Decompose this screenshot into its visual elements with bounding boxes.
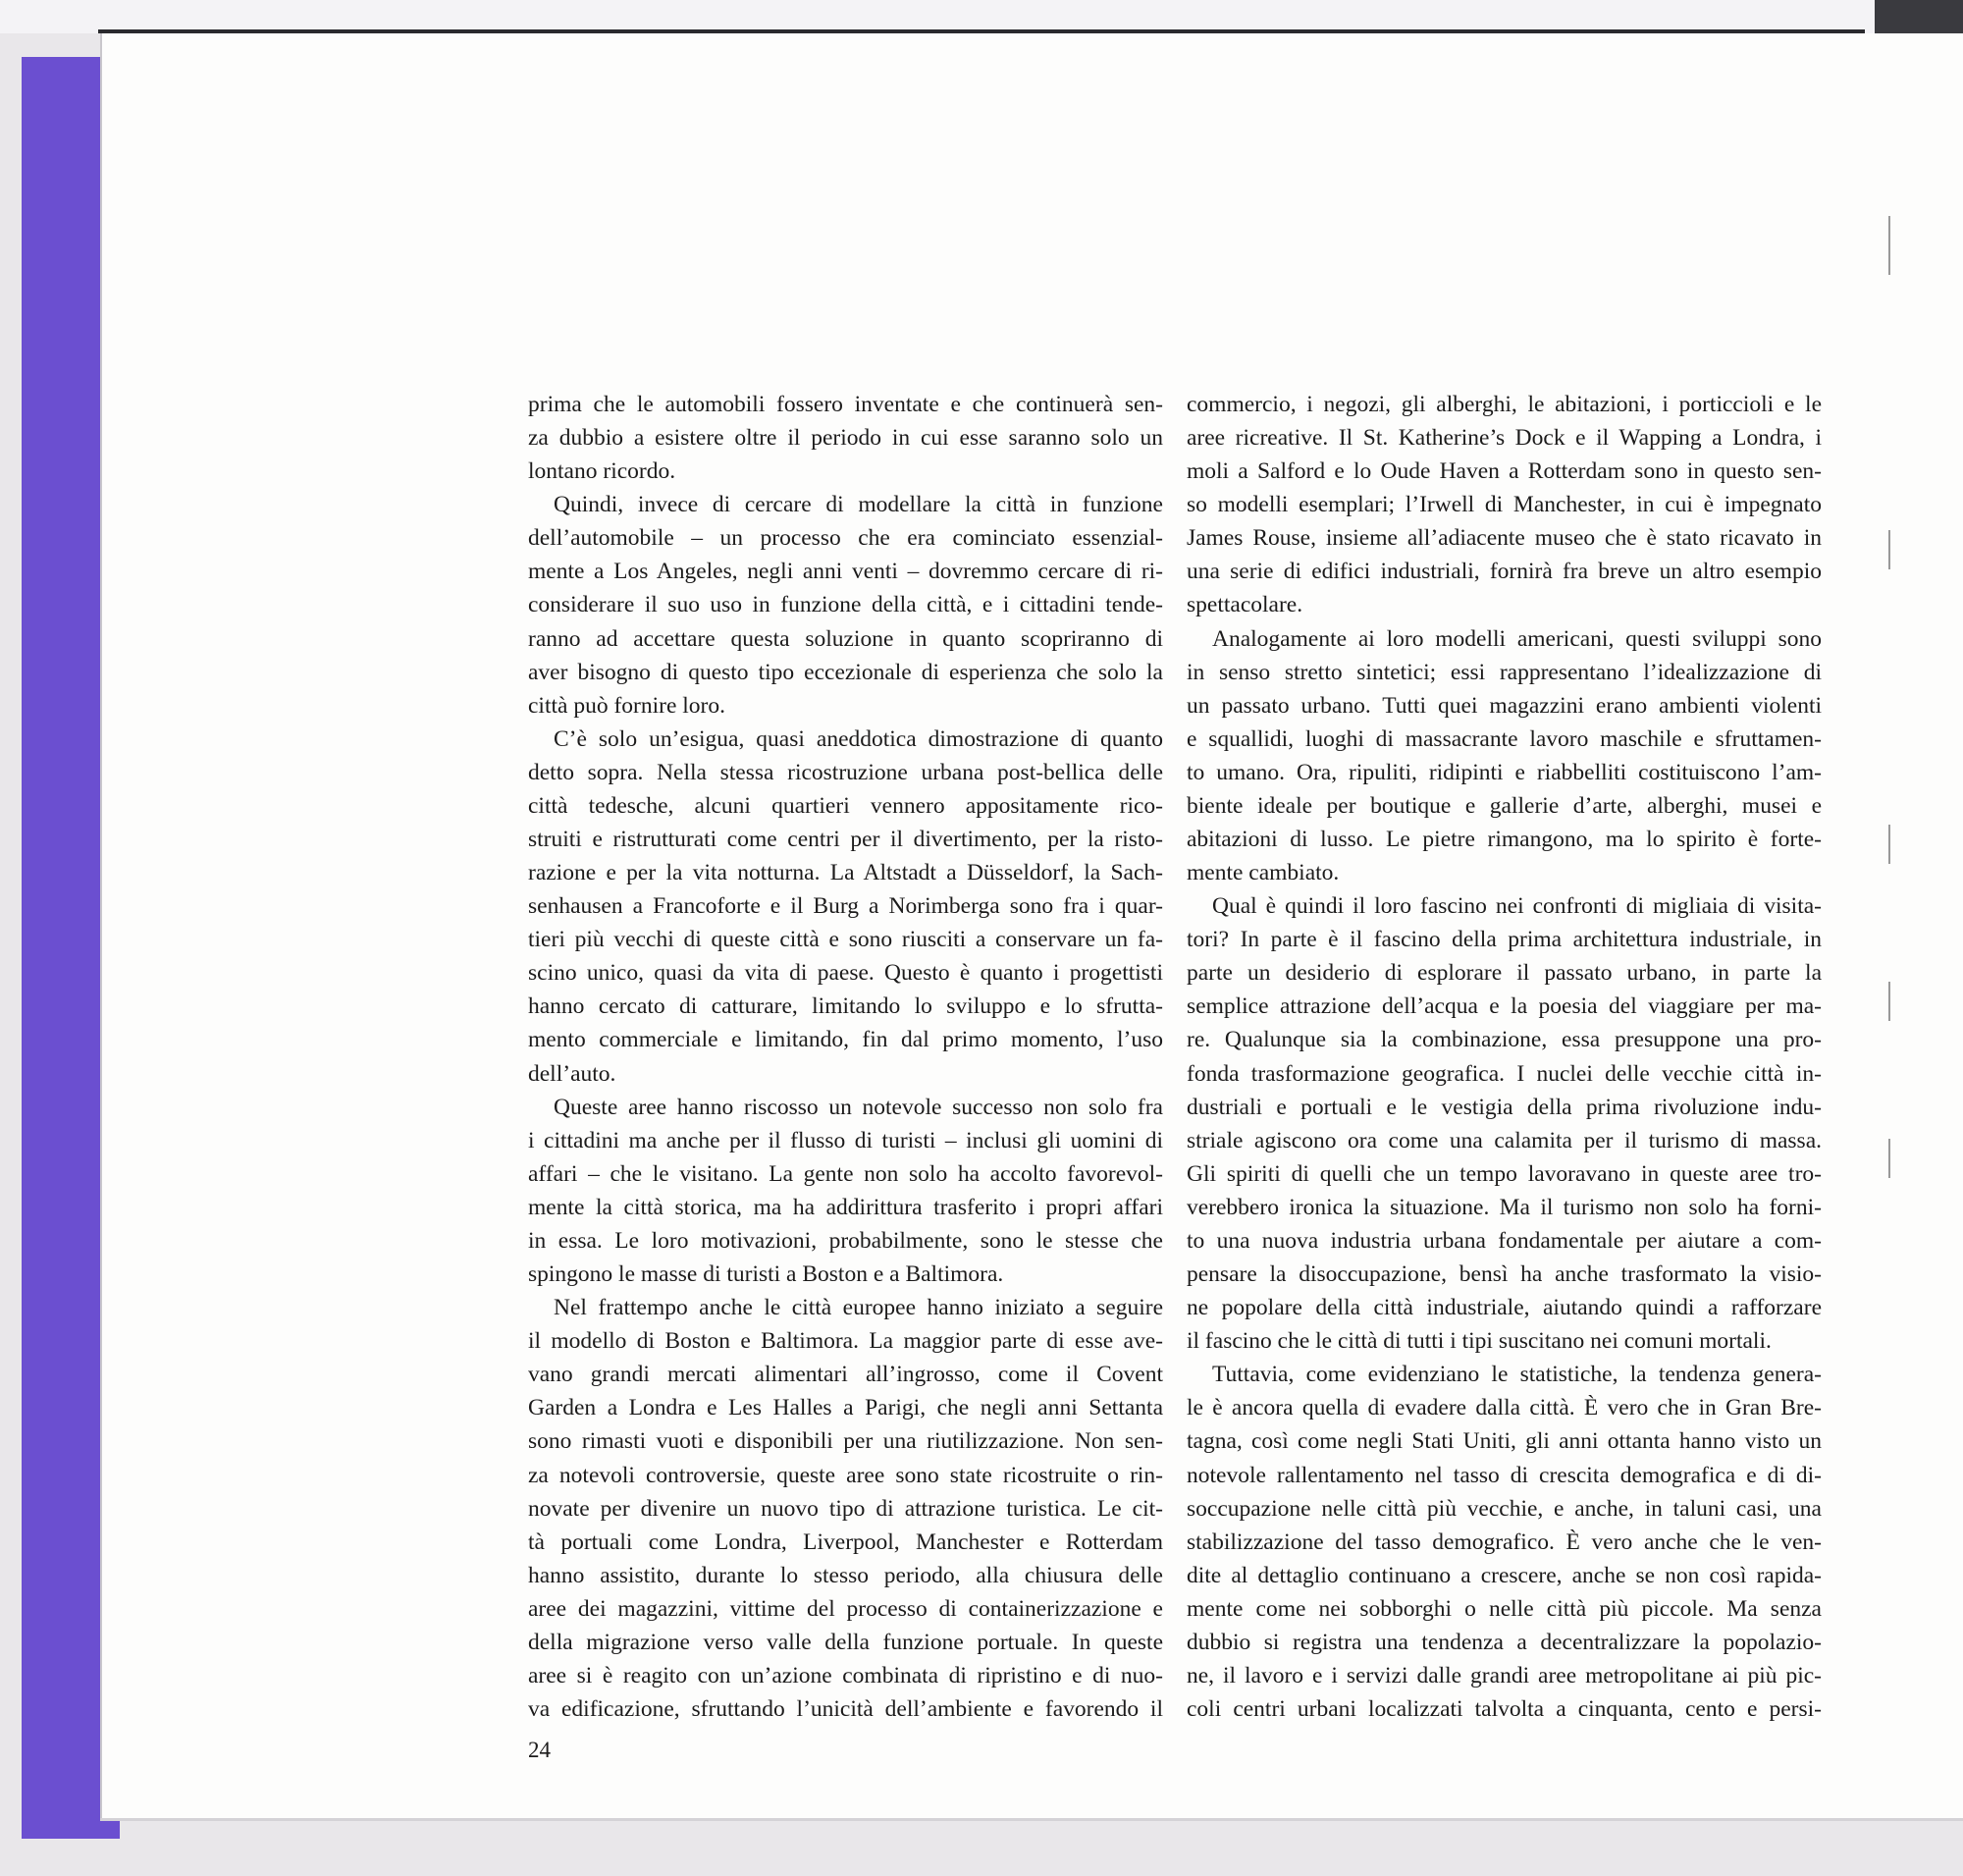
page-top-edge — [98, 29, 1865, 33]
text-line: il fascino che le città di tutti i tipi suscitano nei comuni mortali. — [1187, 1328, 1772, 1355]
text-line: notevole rallentamento nel tasso di crescita demografica e di di- — [1187, 1462, 1822, 1488]
text-line: i cittadini ma anche per il flusso di turisti – inclusi gli uomini di — [528, 1127, 1163, 1153]
text-line: Nel frattempo anche le città europee hanno iniziato a seguire — [554, 1295, 1163, 1321]
text-column-left — [528, 388, 1163, 1726]
text-line: pensare la disoccupazione, bensì ha anche trasformato la visio- — [1187, 1261, 1822, 1288]
text-line: Quindi, invece di cercare di modellare la città in funzione — [554, 492, 1163, 518]
text-line: mente a Los Angeles, negli anni venti – dovremmo cercare di ri- — [528, 559, 1163, 585]
scan-top-margin — [0, 0, 1963, 33]
text-line: ranno ad accettare questa soluzione in quanto scopriranno di — [528, 625, 1163, 652]
text-line: mento commerciale e limitando, fin dal primo momento, l’uso — [528, 1027, 1163, 1053]
text-line: Gli spiriti di quelli che un tempo lavoravano in queste aree tro- — [1187, 1160, 1822, 1187]
text-line: tieri più vecchi di queste città e sono riusciti a conservare un fa- — [528, 927, 1163, 953]
text-line: le è ancora quella di evadere dalla città. È vero che in Gran Bre- — [1187, 1395, 1822, 1421]
text-line: un passato urbano. Tutti quei magazzini erano ambienti violenti — [1187, 692, 1822, 719]
text-line: dubbio si registra una tendenza a decentralizzare la popolazio- — [1187, 1629, 1822, 1655]
text-line: James Rouse, insieme all’adiacente museo che è stato ricavato in — [1187, 525, 1822, 552]
text-line: scino unico, quasi da vita di paese. Questo è quanto i progettisti — [528, 960, 1163, 987]
text-line: spettacolare. — [1187, 592, 1303, 618]
page-edge-mark — [1888, 216, 1890, 275]
text-line: considerare il suo uso in funzione della città, e i cittadini tende- — [528, 592, 1163, 618]
text-line: spingono le masse di turisti a Boston e a Baltimora. — [528, 1261, 1004, 1288]
page-edge-mark — [1888, 1139, 1890, 1178]
text-line: Analogamente ai loro modelli americani, questi sviluppi sono — [1212, 625, 1822, 652]
text-line: commercio, i negozi, gli alberghi, le abitazioni, i porticcioli e le — [1187, 392, 1822, 417]
text-line: struiti e ristrutturati come centri per il divertimento, per la risto- — [528, 827, 1163, 853]
text-line: tà portuali come Londra, Liverpool, Manchester e Rotterdam — [528, 1528, 1163, 1555]
text-line: soccupazione nelle città più vecchie, e anche, in taluni casi, una — [1187, 1495, 1822, 1522]
text-line: aree ricreative. Il St. Katherine’s Dock e il Wapping a Londra, i — [1187, 425, 1822, 452]
text-line: hanno assistito, durante lo stesso periodo, alla chiusura delle — [528, 1562, 1163, 1588]
text-line: Garden a Londra e Les Halles a Parigi, che negli anni Settanta — [528, 1395, 1163, 1421]
text-line: stabilizzazione del tasso demografico. È vero anche che le ven- — [1187, 1528, 1822, 1555]
text-line: una serie di edifici industriali, fornirà fra breve un altro esempio — [1187, 559, 1822, 585]
text-line: sono rimasti vuoti e disponibili per una riutilizzazione. Non sen- — [528, 1428, 1163, 1455]
text-line: dell’automobile – un processo che era cominciato essenzial- — [528, 525, 1163, 552]
book-binding-edge — [1875, 0, 1963, 33]
text-line: aree dei magazzini, vittime del processo di containerizzazione e — [528, 1595, 1163, 1622]
text-line: senhausen a Francoforte e il Burg a Norimberga sono fra i quar- — [528, 893, 1163, 920]
text-line: mente come nei sobborghi o nelle città più piccole. Ma senza — [1187, 1595, 1822, 1622]
text-line: tori? In parte è il fascino della prima architettura industriale, in — [1187, 927, 1822, 953]
text-line: affari – che le visitano. La gente non solo ha accolto favorevol- — [528, 1160, 1163, 1187]
text-line: novate per divenire un nuovo tipo di attrazione turistica. Le cit- — [528, 1495, 1163, 1522]
text-line: za dubbio a esistere oltre il periodo in cui esse saranno solo un — [528, 425, 1163, 452]
text-line: to umano. Ora, ripuliti, ridipinti e riabbelliti costituiscono l’am- — [1187, 759, 1822, 785]
text-line: vano grandi mercati alimentari all’ingrosso, come il Covent — [528, 1362, 1163, 1388]
text-line: in essa. Le loro motivazioni, probabilmente, sono le stesse che — [528, 1227, 1163, 1254]
text-line: Qual è quindi il loro fascino nei confronti di migliaia di visita- — [1212, 893, 1822, 920]
text-line: Tuttavia, come evidenziano le statistiche, la tendenza genera- — [1212, 1362, 1822, 1388]
text-column-right — [1187, 388, 1822, 1726]
text-line: dustriali e portuali e le vestigia della prima rivoluzione indu- — [1187, 1094, 1822, 1120]
text-line: za notevoli controversie, queste aree sono state ricostruite o rin- — [528, 1462, 1163, 1488]
text-line: città può fornire loro. — [528, 692, 725, 719]
text-line: mente la città storica, ma ha addirittura trasferito i propri affari — [528, 1194, 1163, 1220]
text-line: il modello di Boston e Baltimora. La maggior parte di esse ave- — [528, 1328, 1163, 1355]
text-line: moli a Salford e lo Oude Haven a Rotterdam sono in questo sen- — [1187, 458, 1822, 485]
text-line: coli centri urbani localizzati talvolta a cinquanta, cento e persi- — [1187, 1696, 1822, 1723]
page-edge-mark — [1888, 530, 1890, 569]
text-line: verebbero ironica la situazione. Ma il turismo non solo ha forni- — [1187, 1194, 1822, 1220]
text-line: aver bisogno di questo tipo eccezionale di esperienza che solo la — [528, 659, 1163, 685]
text-line: ne, il lavoro e i servizi dalle grandi aree metropolitane ai più pic- — [1187, 1662, 1822, 1688]
text-line: in senso stretto sintetici; essi rappresentano l’idealizzazione di — [1187, 659, 1822, 685]
text-line: dite al dettaglio continuano a crescere, anche se non così rapida- — [1187, 1562, 1822, 1588]
text-line: della migrazione verso valle della funzione portuale. In queste — [528, 1629, 1163, 1655]
page-edge-mark — [1888, 825, 1890, 864]
text-line: tagna, così come negli Stati Uniti, gli anni ottanta hanno visto un — [1187, 1428, 1822, 1455]
text-line: to una nuova industria urbana fondamentale per aiutare a com- — [1187, 1227, 1822, 1254]
text-line: dell’auto. — [528, 1060, 616, 1087]
text-line: città tedesche, alcuni quartieri vennero appositamente rico- — [528, 792, 1163, 819]
text-line: abitazioni di lusso. Le pietre rimangono, ma lo spirito è forte- — [1187, 827, 1822, 853]
text-line: Queste aree hanno riscosso un notevole successo non solo fra — [554, 1094, 1163, 1120]
text-line: va edificazione, sfruttando l’unicità dell’ambiente e favorendo il — [528, 1696, 1163, 1723]
text-line: e squallidi, luoghi di massacrante lavoro maschile e sfruttamen- — [1187, 725, 1822, 752]
text-line: mente cambiato. — [1187, 860, 1340, 886]
text-line: detto sopra. Nella stessa ricostruzione urbana post-bellica delle — [528, 759, 1163, 785]
text-line: C’è solo un’esigua, quasi aneddotica dimostrazione di quanto — [554, 725, 1163, 752]
text-line: parte un desiderio di esplorare il passato urbano, in parte la — [1187, 960, 1822, 987]
text-line: prima che le automobili fossero inventate e che continuerà sen- — [528, 392, 1163, 417]
page-number: 24 — [528, 1738, 551, 1762]
text-line: striale agiscono ora come una calamita per il turismo di massa. — [1187, 1127, 1822, 1153]
text-line: hanno cercato di catturare, limitando lo sviluppo e lo sfrutta- — [528, 993, 1163, 1020]
text-line: lontano ricordo. — [528, 458, 676, 485]
text-line: so modelli esemplari; l’Irwell di Manchester, in cui è impegnato — [1187, 492, 1822, 518]
text-line: re. Qualunque sia la combinazione, essa presuppone una pro- — [1187, 1027, 1822, 1053]
text-line: ne popolare della città industriale, aiutando quindi a rafforzare — [1187, 1295, 1822, 1321]
text-line: razione e per la vita notturna. La Altstadt a Düsseldorf, la Sach- — [528, 860, 1163, 886]
text-line: semplice attrazione dell’acqua e la poesia del viaggiare per ma- — [1187, 993, 1822, 1020]
text-line: fonda trasformazione geografica. I nuclei delle vecchie città in- — [1187, 1060, 1822, 1087]
page-edge-mark — [1888, 982, 1890, 1021]
text-line: aree si è reagito con un’azione combinata di ripristino e di nuo- — [528, 1662, 1163, 1688]
text-line: biente ideale per boutique e gallerie d’arte, alberghi, musei e — [1187, 792, 1822, 819]
